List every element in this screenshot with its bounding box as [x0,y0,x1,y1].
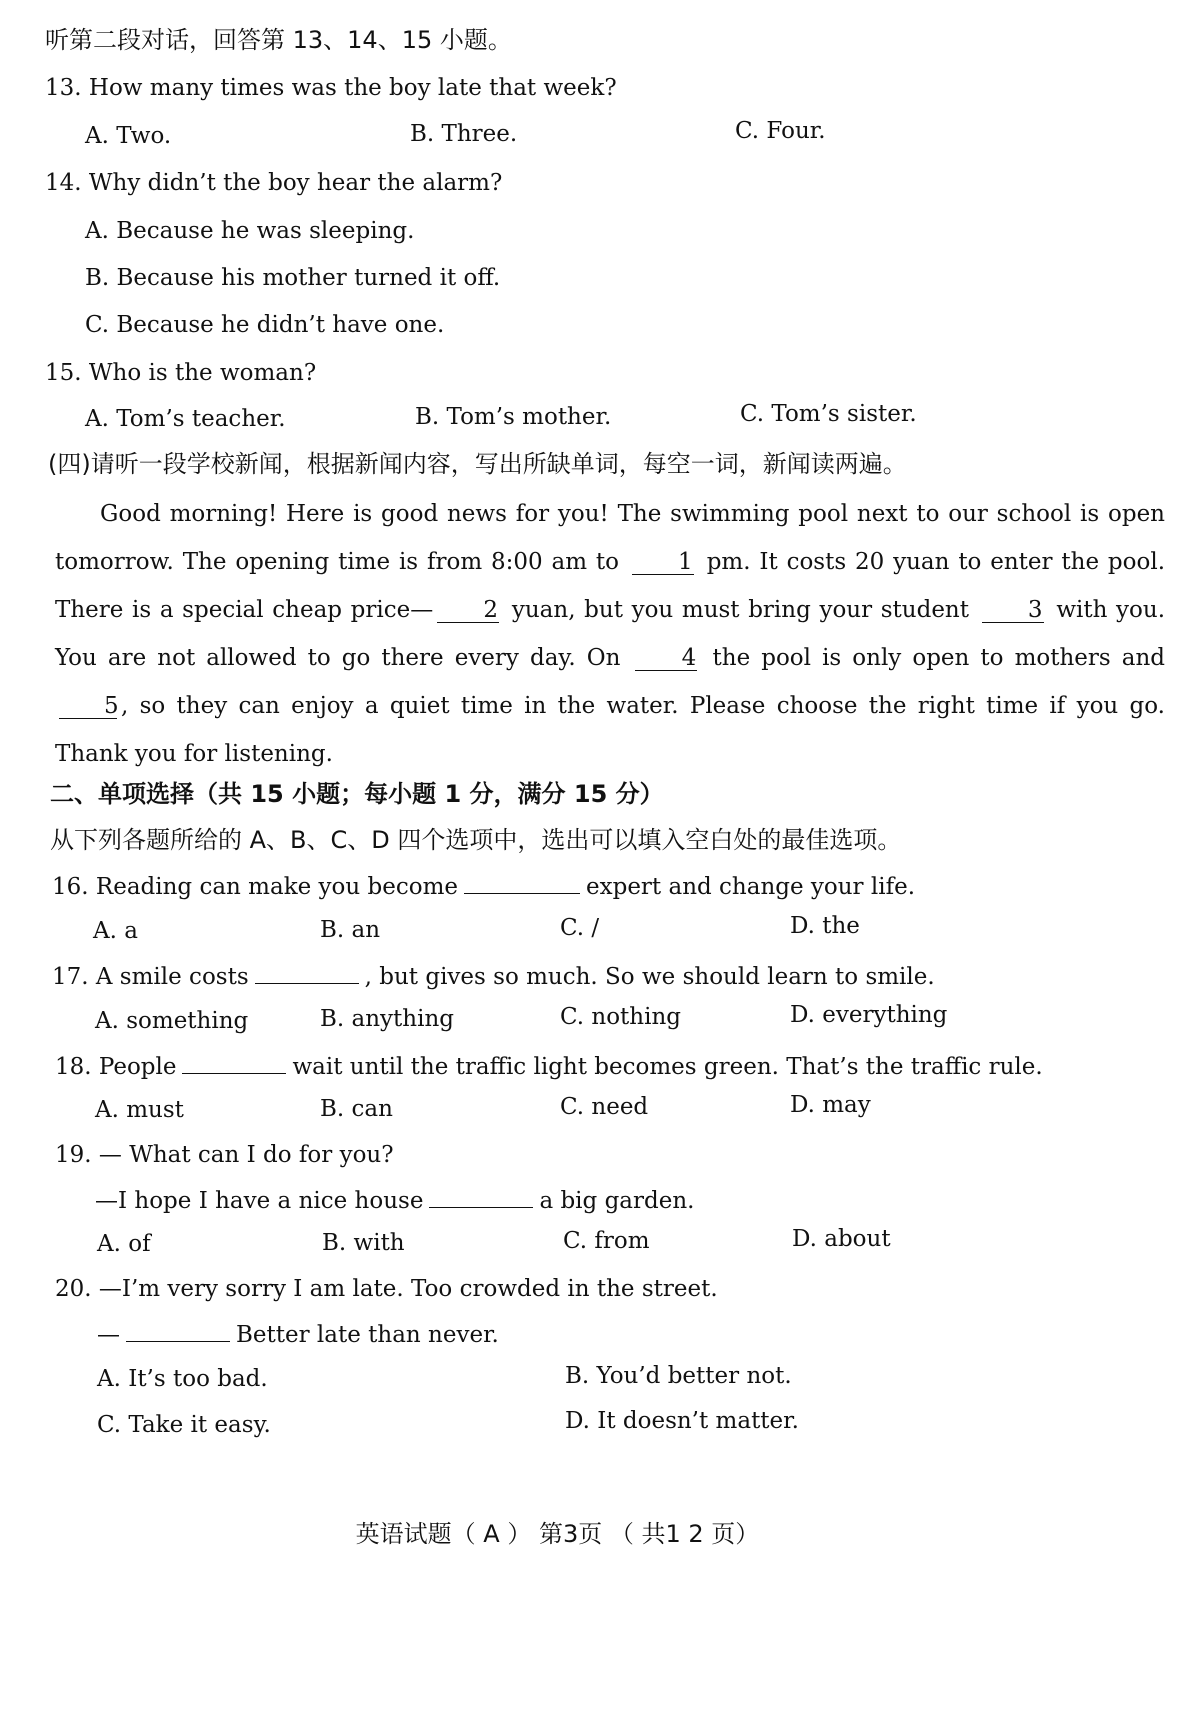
q13-option-c: C. Four. [735,118,826,144]
passage-text-4: with you. You are not allowed to go there every day. On [55,597,1166,671]
q20-option-a: A. It’s too bad. [97,1366,268,1392]
q14-option-c: C. Because he didn’t have one. [85,312,445,338]
q15-option-b: B. Tom’s mother. [415,404,612,430]
q20-option-d: D. It doesn’t matter. [565,1408,799,1434]
q18-option-b: B. can [320,1096,393,1122]
q16-text-post: expert and change your life. [586,874,916,900]
q14-option-a: A. Because he was sleeping. [85,218,415,244]
q19-option-b: B. with [322,1230,405,1256]
q20-option-c: C. Take it easy. [97,1412,271,1438]
q13-option-b: B. Three. [410,121,518,147]
q14-stem: 14. Why didn’t the boy hear the alarm? [45,170,503,196]
q20-option-b: B. You’d better not. [565,1363,792,1389]
q17-option-a: A. something [95,1008,249,1034]
q17-text-pre: 17. A smile costs [52,964,249,990]
passage-text-1: Good morning! Here is good news for you! The swimming pool next to our school is open tomorrow. The opening time is from 8:00 am to [55,501,1165,575]
q16-blank [464,871,580,894]
blank-2: 2 [437,598,499,623]
q18-stem [55,1051,1043,1081]
q16-stem [52,871,915,901]
q18-text-pre: 18. People [55,1054,177,1080]
q17-blank [255,961,359,984]
q15-option-a: A. Tom’s teacher. [85,406,286,432]
q18-option-a: A. must [95,1097,184,1123]
page-footer: 英语试题（ A ） 第3页 （ 共1 2 页） [355,1520,760,1548]
q19-stem [95,1185,694,1215]
q20-stem [97,1319,499,1349]
part2-heading: 二、单项选择（共 15 小题；每小题 1 分，满分 15 分） [50,780,664,808]
q19-blank [429,1185,533,1208]
q20-line1: 20. —I’m very sorry I am late. Too crowded in the street. [55,1276,718,1302]
blank-3: 3 [982,598,1044,623]
q15-stem: 15. Who is the woman? [45,360,317,386]
q16-option-b: B. an [320,917,381,943]
q17-text-post: , but gives so much. So we should learn to smile. [364,964,935,990]
passage-text-2: pm. It costs 20 yuan to enter the pool. There is a special cheap price— [55,549,1165,623]
part2-instruction: 从下列各题所给的 A、B、C、D 四个选项中，选出可以填入空白处的最佳选项。 [50,826,902,854]
q13-option-a: A. Two. [85,123,172,149]
q17-option-b: B. anything [320,1006,454,1032]
q19-line1: 19. — What can I do for you? [55,1142,394,1168]
news-passage [55,490,1165,778]
q19-option-c: C. from [563,1228,650,1254]
q16-text-pre: 16. Reading can make you become [52,874,459,900]
passage-text-3: yuan, but you must bring your student [511,597,969,623]
q19-text-pre: —I hope I have a nice house [95,1188,424,1214]
q19-option-a: A. of [97,1231,151,1257]
q20-text-pre: — [97,1322,120,1348]
q13-stem: 13. How many times was the boy late that week? [45,75,617,101]
passage-text-5: the pool is only open to mothers and [712,645,1165,671]
instruction-dialogue-2: 听第二段对话，回答第 13、14、15 小题。 [45,26,512,54]
q18-option-d: D. may [790,1092,871,1118]
blank-4: 4 [635,646,697,671]
q18-option-c: C. need [560,1094,649,1120]
section4-instruction: (四)请听一段学校新闻，根据新闻内容，写出所缺单词，每空一词，新闻读两遍。 [48,450,907,478]
q14-option-b: B. Because his mother turned it off. [85,265,501,291]
blank-5: 5 [59,694,117,719]
passage-text-6: , so they can enjoy a quiet time in the water. Please choose the right time if you go. Thank you for listening. [55,693,1165,767]
blank-1: 1 [632,550,694,575]
q16-option-a: A. a [93,918,138,944]
q15-option-c: C. Tom’s sister. [740,401,917,427]
q20-blank [126,1319,230,1342]
q17-stem [52,961,935,991]
q20-text-post: Better late than never. [236,1322,499,1348]
q19-option-d: D. about [792,1226,891,1252]
q17-option-c: C. nothing [560,1004,682,1030]
q16-option-c: C. / [560,915,600,941]
q17-option-d: D. everything [790,1002,948,1028]
q16-option-d: D. the [790,913,860,939]
q18-blank [182,1051,286,1074]
q19-text-post: a big garden. [539,1188,695,1214]
q18-text-post: wait until the traffic light becomes green. That’s the traffic rule. [292,1054,1043,1080]
